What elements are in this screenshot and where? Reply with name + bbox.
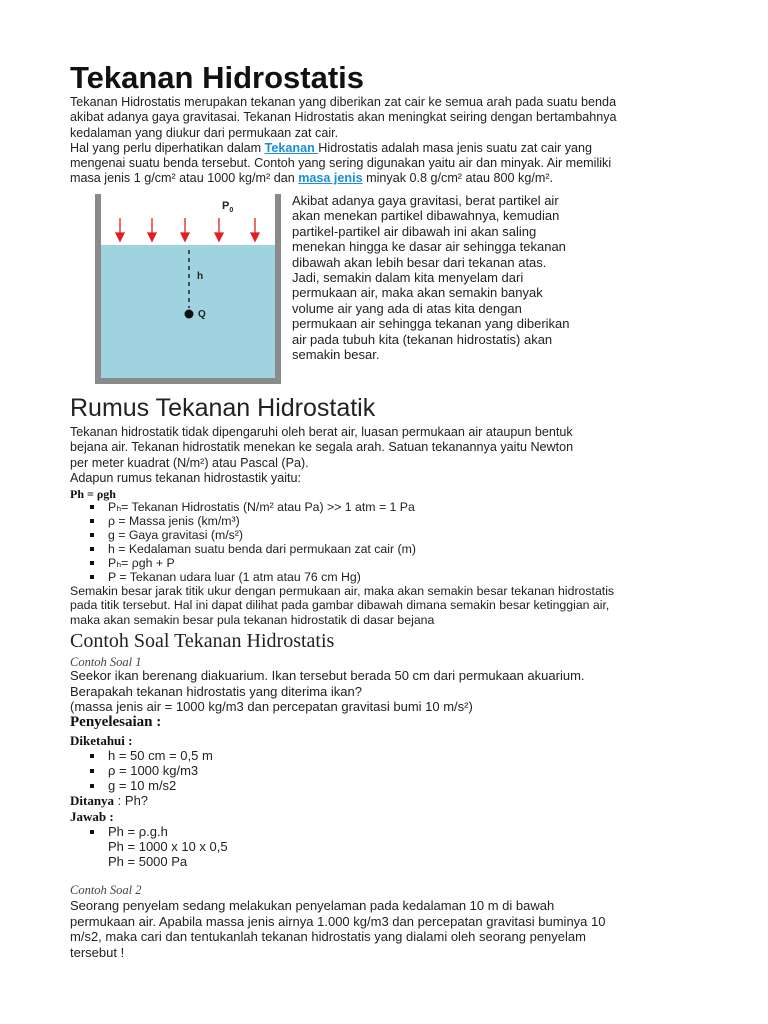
rumus-line: Tekanan hidrostatik tidak dipengaruhi oleh berat air, luasan permukaan air ataupun bentuk — [70, 425, 573, 439]
jawab-list — [88, 824, 228, 870]
intro-line: Tekanan Hidrostatis merupakan tekanan yang diberikan zat cair ke semua arah pada suatu benda — [70, 95, 617, 109]
soal2-line: tersebut ! — [70, 944, 125, 960]
masa-jenis-link[interactable]: masa jenis — [298, 171, 363, 186]
soal1-label: Contoh Soal 1 — [70, 655, 142, 669]
intro-line — [70, 171, 617, 186]
hydrostatic-diagram — [95, 190, 285, 386]
page-title: Tekanan Hidrostatis — [70, 60, 365, 95]
list-item: h = 50 cm = 0,5 m — [88, 748, 213, 763]
soal2-line: permukaan air. Apabila massa jenis airnya 1.000 kg/m3 dan percepatan gravitasi buminya 10 — [70, 913, 606, 929]
soal2-line: Seorang penyelam sedang melakukan penyelaman pada kedalaman 10 m di bawah — [70, 898, 555, 913]
soal1-line: Seekor ikan berenang diakuarium. Ikan tersebut berada 50 cm dari permukaan akuarium. — [70, 668, 585, 683]
after-formula-line: Semakin besar jarak titik ukur dengan permukaan air, maka akan semakin besar tekanan hidrostatis — [70, 584, 615, 598]
after-formula-paragraph — [70, 584, 614, 627]
intro-text: masa jenis 1 g/cm² atau 1000 kg/m² dan — [70, 171, 299, 186]
list-item: g = Gaya gravitasi (m/s²) — [88, 528, 416, 542]
intro-line: akibat adanya gaya gravitasai. Tekanan Hidrostatis akan meningkat seiring dengan bertambahnya — [70, 110, 617, 125]
side-line: partikel-partikel air dibawah ini akan saling — [292, 223, 537, 239]
side-line: Akibat adanya gaya gravitasi, berat partikel air — [292, 193, 559, 208]
label-q: Q — [198, 309, 206, 320]
tekanan-link[interactable]: Tekanan — [264, 140, 319, 155]
list-item: h = Kedalaman suatu benda dari permukaan zat cair (m) — [88, 542, 416, 556]
side-line: air pada tubuh kita (tekanan hidrostatis) akan — [292, 331, 553, 347]
intro-line: mengenai suatu benda tersebut. Contoh yang sering digunakan yaitu air dan minyak. Air memiliki — [70, 156, 612, 171]
jawab-line: Ph = 1000 x 10 x 0,5 — [108, 839, 228, 855]
point-q — [185, 310, 194, 319]
after-formula-line: maka akan semakin besar pula tekanan hidrostatik di dasar bejana — [70, 612, 435, 627]
list-item: g = 10 m/s2 — [88, 778, 213, 793]
jawab-heading: Jawab : — [70, 809, 114, 824]
soal1-line: (massa jenis air = 1000 kg/m3 dan percepatan gravitasi bumi 10 m/s²) — [70, 699, 473, 714]
list-item: P = Tekanan udara luar (1 atm atau 76 cm Hg) — [88, 570, 416, 584]
intro-line — [70, 141, 617, 156]
pressure-arrows — [116, 218, 259, 241]
side-paragraph — [292, 193, 570, 362]
list-item: Pₕ= Tekanan Hidrostatis (N/m² atau Pa) >> 1 atm = 1 Pa — [88, 500, 416, 514]
list-item: ρ = Massa jenis (km/m³) — [88, 514, 416, 528]
after-formula-line: pada titik tersebut. Hal ini dapat dilihat pada gambar dibawah dimana semakin besar ketinggian air, — [70, 598, 610, 613]
intro-paragraph — [70, 95, 617, 187]
container-left-wall — [95, 194, 101, 384]
formula-list — [88, 500, 416, 585]
rumus-line: per meter kuadrat (N/m²) atau Pascal (Pa). — [70, 455, 309, 470]
diketahui-list — [88, 748, 213, 794]
side-line: permukaan air, maka akan semakin banyak — [292, 285, 543, 301]
side-line: semakin besar. — [292, 347, 380, 363]
label-h: h — [197, 271, 204, 282]
soal2-label: Contoh Soal 2 — [70, 883, 142, 897]
side-line: Jadi, semakin dalam kita menyelam dari — [292, 270, 524, 286]
formula-main: Ph = ρgh — [70, 487, 116, 501]
rumus-paragraph — [70, 425, 573, 486]
section-contoh-title: Contoh Soal Tekanan Hidrostatis — [70, 630, 335, 652]
jawab-line: Ph = 5000 Pa — [108, 854, 188, 870]
list-item: ρ = 1000 kg/m3 — [88, 763, 213, 778]
ditanya-value: : Ph? — [114, 793, 149, 808]
side-line: menekan hingga ke dasar air sehingga tekanan — [292, 239, 566, 255]
list-item: Pₕ= ρgh + P — [88, 556, 416, 570]
rumus-line: Adapun rumus tekanan hidrostastik yaitu: — [70, 470, 302, 485]
intro-text: Hidrostatis adalah masa jenis suatu zat cair yang — [318, 140, 593, 155]
list-item — [88, 824, 228, 870]
ditanya-row — [70, 793, 148, 809]
penyelesaian-heading: Penyelesaian : — [70, 714, 162, 730]
side-line: akan menekan partikel dibawahnya, kemudian — [292, 208, 560, 224]
soal1-question — [70, 668, 585, 715]
label-p0: $P_0$ — [222, 200, 234, 214]
intro-text: minyak 0.8 g/cm² atau 800 kg/m². — [362, 171, 554, 186]
container-bottom — [95, 378, 281, 384]
ditanya-label: Ditanya — [70, 793, 115, 808]
soal2-question — [70, 898, 605, 960]
intro-text: Hal yang perlu diperhatikan dalam — [70, 140, 265, 155]
side-line: volume air yang ada di atas kita dengan — [292, 300, 522, 316]
jawab-line: Ph = ρ.g.h — [108, 824, 168, 839]
soal1-line: Berapakah tekanan hidrostatis yang diterima ikan? — [70, 683, 362, 699]
section-rumus-title: Rumus Tekanan Hidrostatik — [70, 394, 376, 422]
soal2-line: m/s2, maka cari dan tentukanlah tekanan hidrostatis yang dialami oleh seorang penyelam — [70, 929, 586, 944]
intro-line: kedalaman yang diukur dari permukaan zat cair. — [70, 125, 339, 140]
container-right-wall — [275, 194, 281, 384]
diketahui-heading: Diketahui : — [70, 733, 133, 748]
rumus-line: bejana air. Tekanan hidrostatik menekan ke segala arah. Satuan tekanannya yaitu Newton — [70, 440, 574, 455]
side-line: permukaan air sehingga tekanan yang diberikan — [292, 316, 570, 332]
side-line: dibawah akan lebih besar dari tekanan atas. — [292, 254, 547, 270]
